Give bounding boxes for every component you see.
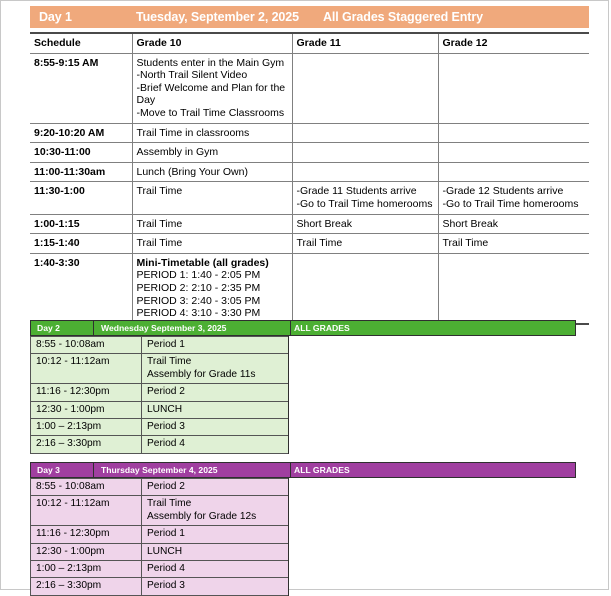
day2-time-cell: 10:12 - 11:12am — [31, 354, 142, 384]
day2-time-cell: 1:00 – 2:13pm — [31, 419, 142, 436]
day3-scope-label: ALL GRADES — [294, 465, 350, 475]
cell-line: Period 3 — [147, 580, 185, 592]
table-row — [30, 214, 589, 234]
day3-activity-cell — [142, 479, 289, 496]
day1-header-bar — [30, 6, 589, 28]
cell-line: Trail Time — [296, 237, 343, 250]
table-row — [31, 384, 289, 401]
cell-line: Period 1 — [147, 339, 185, 350]
day1-schedule-cell: 11:30-1:00 — [30, 182, 132, 214]
day2-scope-label: ALL GRADES — [294, 323, 350, 333]
table-row — [30, 253, 589, 323]
table-row — [30, 162, 589, 182]
day1-grade12-cell — [438, 143, 589, 163]
cell-line: Short Break — [442, 217, 498, 230]
day2-header-bar — [30, 320, 576, 336]
day1-grade10-cell — [132, 162, 292, 182]
table-row — [31, 526, 289, 543]
cell-line: -Grade 11 Students arrive — [296, 185, 417, 198]
day1-grade11-cell — [292, 253, 438, 323]
cell-line: Trail Time — [442, 237, 489, 250]
day1-schedule-cell: 8:55-9:15 AM — [30, 53, 132, 123]
day3-header-bar — [30, 462, 576, 478]
cell-line: PERIOD 1: 1:40 - 2:05 PM — [136, 269, 261, 282]
cell-line: Trail Time — [136, 185, 183, 198]
day1-grade11-cell — [292, 214, 438, 234]
day2-activity-cell — [142, 436, 289, 453]
cell-line: Period 4 — [147, 563, 185, 575]
day3-activity-cell — [142, 543, 289, 560]
day1-grade10-cell — [132, 253, 292, 323]
day1-schedule-table — [30, 32, 589, 325]
day1-column-header: Grade 10 — [132, 33, 292, 53]
day3-header-divider-2 — [290, 463, 291, 477]
day1-grade12-cell — [438, 234, 589, 254]
day1-grade11-cell — [292, 234, 438, 254]
table-row — [31, 419, 289, 436]
day3-day-label: Day 3 — [37, 465, 60, 475]
day1-grade11-cell — [292, 53, 438, 123]
day1-header-row — [30, 33, 589, 53]
day2-time-cell: 8:55 - 10:08am — [31, 337, 142, 354]
day2-activity-cell — [142, 337, 289, 354]
cell-line: Short Break — [296, 217, 352, 230]
cell-line: Students enter in the Main Gym — [136, 56, 285, 69]
day1-date-label: Tuesday, September 2, 2025 — [136, 10, 299, 24]
table-row — [31, 561, 289, 578]
day1-schedule-cell: 9:20-10:20 AM — [30, 123, 132, 143]
day1-column-header: Grade 11 — [292, 33, 438, 53]
table-row — [30, 182, 589, 214]
day3-date-label: Thursday September 4, 2025 — [101, 465, 218, 475]
day1-grade12-cell — [438, 123, 589, 143]
day3-time-cell: 11:16 - 12:30pm — [31, 526, 142, 543]
day1-schedule-cell: 10:30-11:00 — [30, 143, 132, 163]
day3-activity-cell — [142, 578, 289, 595]
cell-line: Assembly for Grade 12s — [147, 510, 257, 522]
cell-line: -Move to Trail Time Classrooms — [136, 106, 285, 119]
day1-grade10-cell — [132, 123, 292, 143]
cell-line: -Go to Trail Time homerooms — [442, 197, 579, 210]
day2-time-cell: 11:16 - 12:30pm — [31, 384, 142, 401]
cell-line: Lunch (Bring Your Own) — [136, 165, 248, 178]
table-row — [31, 479, 289, 496]
d3-right-rule — [288, 478, 289, 596]
cell-line: Mini-Timetable (all grades) — [136, 256, 269, 269]
day1-column-header: Schedule — [30, 33, 132, 53]
table-row — [30, 53, 589, 123]
day2-activity-cell — [142, 401, 289, 418]
table-row — [31, 578, 289, 595]
day2-activity-cell — [142, 384, 289, 401]
table-row — [30, 143, 589, 163]
day1-scope-label: All Grades Staggered Entry — [323, 10, 483, 24]
cell-line: Trail Time in classrooms — [136, 126, 250, 139]
table-row — [31, 436, 289, 453]
cell-line: LUNCH — [147, 403, 183, 415]
day2-day-label: Day 2 — [37, 323, 60, 333]
day2-schedule-table — [30, 336, 289, 454]
cell-line: Period 2 — [147, 481, 185, 492]
day2-activity-cell — [142, 354, 289, 384]
day3-time-cell: 2:16 – 3:30pm — [31, 578, 142, 595]
day1-grade12-cell — [438, 182, 589, 214]
day2-header-divider-2 — [290, 321, 291, 335]
day1-schedule-cell: 1:00-1:15 — [30, 214, 132, 234]
cell-line: Assembly for Grade 11s — [147, 368, 256, 380]
cell-line: Period 1 — [147, 528, 185, 540]
day1-grade12-cell — [438, 253, 589, 323]
day1-grade11-cell — [292, 162, 438, 182]
day1-schedule-cell: 11:00-11:30am — [30, 162, 132, 182]
day1-grade10-cell — [132, 234, 292, 254]
cell-line: Period 4 — [147, 438, 185, 450]
day1-grade12-cell — [438, 214, 589, 234]
day1-schedule-cell: 1:15-1:40 — [30, 234, 132, 254]
cell-line: Trail Time — [147, 498, 192, 510]
cell-line: PERIOD 2: 2:10 - 2:35 PM — [136, 281, 261, 294]
day2-activity-cell — [142, 419, 289, 436]
day3-schedule-table — [30, 478, 289, 596]
day1-grade12-cell — [438, 162, 589, 182]
table-row — [31, 401, 289, 418]
cell-line: Trail Time — [136, 237, 183, 250]
table-row — [30, 123, 589, 143]
day1-grade11-cell — [292, 182, 438, 214]
day1-day-label: Day 1 — [39, 10, 72, 24]
day1-grade11-cell — [292, 123, 438, 143]
day1-grade10-cell — [132, 182, 292, 214]
day1-grade10-cell — [132, 53, 292, 123]
table-row — [31, 543, 289, 560]
cell-line: -Brief Welcome and Plan for the Day — [136, 81, 286, 107]
table-row — [31, 354, 289, 384]
day1-grade12-cell — [438, 53, 589, 123]
day3-activity-cell — [142, 526, 289, 543]
day2-header-divider-1 — [93, 321, 94, 335]
cell-line: Assembly in Gym — [136, 146, 219, 159]
cell-line: PERIOD 3: 2:40 - 3:05 PM — [136, 294, 261, 307]
day3-activity-cell — [142, 561, 289, 578]
day1-column-header: Grade 12 — [438, 33, 589, 53]
table-row — [31, 496, 289, 526]
cell-line: -Grade 12 Students arrive — [442, 185, 564, 198]
d2-right-rule — [288, 336, 289, 454]
cell-line: Trail Time — [147, 356, 192, 368]
day3-activity-cell — [142, 496, 289, 526]
day3-time-cell: 12:30 - 1:00pm — [31, 543, 142, 560]
day1-grade10-cell — [132, 143, 292, 163]
cell-line: LUNCH — [147, 545, 183, 557]
cell-line: Period 2 — [147, 386, 185, 398]
day1-grade10-cell — [132, 214, 292, 234]
day3-time-cell: 10:12 - 11:12am — [31, 496, 142, 526]
day2-time-cell: 2:16 – 3:30pm — [31, 436, 142, 453]
table-row — [31, 337, 289, 354]
day1-grade11-cell — [292, 143, 438, 163]
cell-line: -North Trail Silent Video — [136, 69, 248, 82]
day3-header-divider-1 — [93, 463, 94, 477]
day1-schedule-cell: 1:40-3:30 — [30, 253, 132, 323]
day2-time-cell: 12:30 - 1:00pm — [31, 401, 142, 418]
day3-time-cell: 8:55 - 10:08am — [31, 479, 142, 496]
cell-line: Period 3 — [147, 421, 185, 433]
table-row — [30, 234, 589, 254]
day3-time-cell: 1:00 – 2:13pm — [31, 561, 142, 578]
cell-line: Trail Time — [136, 217, 183, 230]
cell-line: -Go to Trail Time homerooms — [296, 197, 433, 210]
day2-date-label: Wednesday September 3, 2025 — [101, 323, 227, 333]
cell-line: PERIOD 4: 3:10 - 3:30 PM — [136, 307, 261, 320]
